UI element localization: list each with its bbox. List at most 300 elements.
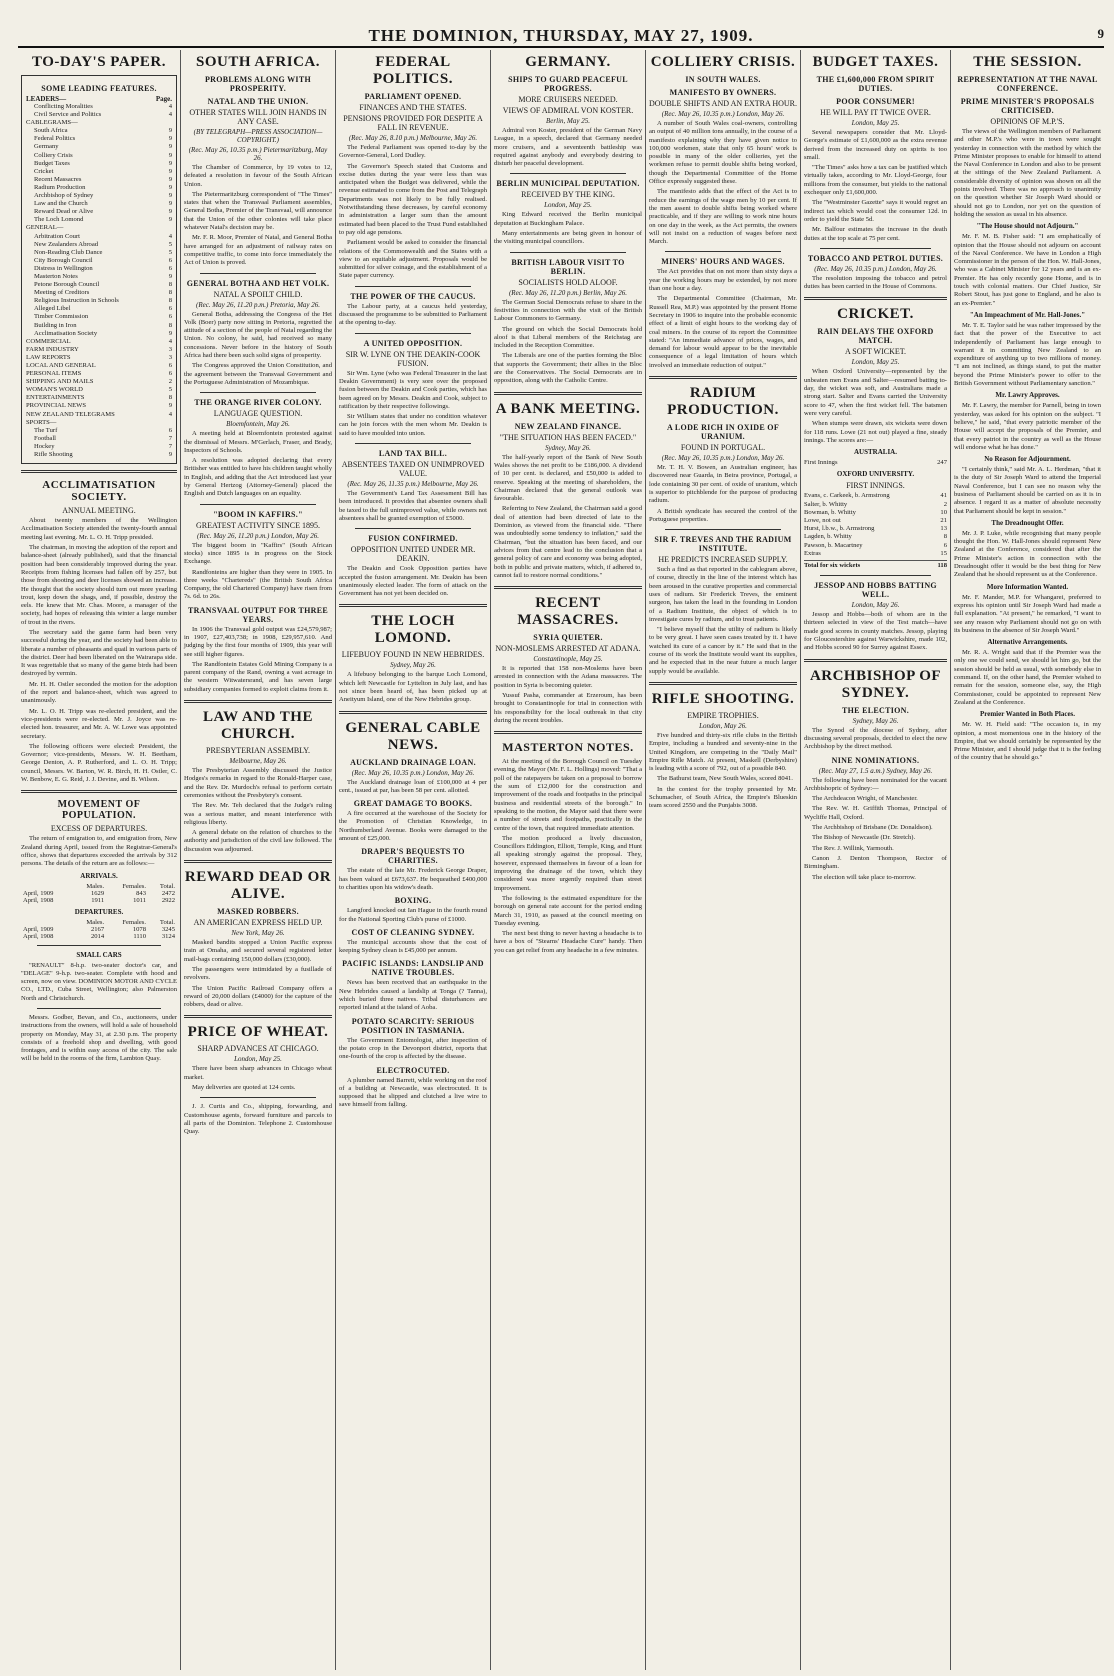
column-header: Females. [122,918,147,926]
paragraph: The passengers were intimidated by a fusillade of revolvers. [184,965,332,982]
paragraph: May deliveries are quoted at 124 cents. [192,1084,296,1091]
presbyterian-heading: PRESBYTERIAN ASSEMBLY. [206,746,310,756]
article-body [494,454,642,580]
opinions-heading: OPINIONS OF M.P.'S. [990,117,1065,126]
paragraph: Mr. R. A. Wright said that if the Premier was the only one we could send, we should let him go, but the session should be held as usual, with somebody else in command. If, on the other hand, the Premier wished to remain for the session, someone else, say, the High Commissioner, could be appointed to represent New Zealand at the Conference. [954,649,1101,706]
proposals-heading: PRIME MINISTER'S PROPOSALS CRITICISED. [960,97,1095,115]
paragraph: The resolution imposing the tobacco and petrol duties has been carried in the House of Commons. [804,274,947,291]
departures-table [21,919,177,940]
contents-item [26,143,172,151]
article-body [184,311,332,388]
pensions-heading: PENSIONS PROVIDED FOR DESPITE A FALL IN REVENUE. [343,114,483,132]
contents-item-label: Recent Massacres [34,175,82,183]
contents-item-label: GENERAL— [26,224,64,232]
dateline: London, May 25. [851,119,900,127]
subhead: Premier Wanted in Both Places. [979,710,1076,719]
contents-item-label: Distress in Wellington [34,264,93,272]
paragraph: King Edward received the Berlin municipal deputation at Buckingham Palace. [494,211,642,227]
lyne-heading: SIR W. LYNE ON THE DEAKIN-COOK FUSION. [345,349,481,368]
books-heading: GREAT DAMAGE TO BOOKS. [353,799,473,809]
paragraph: The Chamber of Commerce, by 19 votes to 12, defeated a resolution in favour of the South African Union. [184,164,332,188]
table-row [21,897,177,904]
contents-item [26,338,172,346]
double-shifts-heading: DOUBLE SHIFTS AND AN EXTRA HOUR. [649,99,798,108]
paragraph: News has been received that an earthquake in the New Hebrides caused a landslip at Tonga (? Tanna), which buried three natives. Tribal disturbances are reported inland at the island of Aoba. [339,979,487,1012]
contents-item-page: 9 [168,151,172,159]
paragraph: The manifesto adds that the effect of the Act is to reduce the earnings of the wage men by 10 per cent. If the men assent to double shifts being worked where practicable, and if they are willing to work nine hours on one day in the week, as the Act permits, the owners will not insist on a reduction of wages before next March. [649,188,797,246]
column-header: Total. [159,918,175,926]
press-credit: (BY TELEGRAPH—PRESS ASSOCIATION—COPYRIGHT.) [193,128,323,144]
scorecard-row [804,517,947,525]
table-cell: 1629 [90,889,105,897]
contents-item-page: 8 [168,281,172,289]
score-value: 41 [940,492,947,500]
score-value: 8 [943,533,947,541]
paragraph: The Presbyterian Assembly discussed the Justice Hodges's remarks in regard to the Ronald-Harper case, and the Rev. Dr. Murdoch's refusal to perform certain ceremonies without the Presbytery's consent. [184,767,332,799]
paragraph: The motion produced a lively discussion, Councillors Eddington, Elliott, Temple, King, and Hunt all speaking strongly against the proposal. They, however, expressed themselves in favour of a loan for improving the drainage of the town, which they considered was more urgently required than street improvement. [494,834,642,892]
reward-heading: REWARD DEAD OR ALIVE. [184,869,332,903]
paragraph: The ground on which the Social Democrats hold aloof is that Liberal members of the Reichstag are included in the Reception Committee. [494,325,642,350]
paragraph: When Oxford University—represented by the unbeaten men Evans and Salter—resumed batting to-day, the wicket was soft, and Australians made a strong start. Salter and Evans carried the University score to 47, when the first wicket fell. The batsmen were very careful. [804,368,947,417]
contents-item-label: SPORTS— [26,418,57,426]
contents-item-label: Football [34,434,56,442]
article-body [339,779,487,796]
contents-title: SOME LEADING FEATURES. [41,84,157,93]
dateline: London, May 25. [851,358,900,367]
ships-heading: SHIPS TO GUARD PEACEFUL PROGRESS. [508,75,628,93]
article-body [494,127,642,168]
paragraph: The following officers were elected: President, the Governor; vice-presidents, Messrs. W. H. Beetham, George Denton, A. P. Rutherford, and L. O. H. Tripp; council, Messrs. W. Barton, W. R. Birch, H. H. Ostler, C. W. Benbow, E. G. Reid, J. J. Devine, and B. Wilson. [21,742,177,784]
south-wales-heading: IN SOUTH WALES. [685,75,761,84]
contents-item [26,241,172,249]
article-body [954,530,1101,580]
contents-item-page: 4 [168,103,172,110]
article-body [494,211,642,246]
contents-item-label: ENTERTAINMENTS [26,394,85,402]
boxing-heading: BOXING. [394,896,432,906]
article-body [184,542,332,602]
paragraph: Randfonteins are higher than they were in 1905. In three weeks "Chartereds" (the British South Africa Company, the old Chartered Company) have risen from 7s. 6d. to 26s. [184,568,332,601]
column-colliery-crisis [645,50,800,1670]
poor-consumer-heading: POOR CONSUMER! [836,97,915,106]
contents-item-page: 9 [168,143,172,151]
budget-heading: BUDGET TAXES. [812,54,939,70]
contents-item [26,152,172,160]
dateline: Constantinople, May 25. [533,655,603,664]
cable-news-heading: GENERAL CABLE NEWS. [345,719,481,753]
contents-item-label: Budget Taxes [34,159,70,167]
contents-item [26,176,172,184]
contents-item-label: Federal Politics [34,135,76,143]
article-body [954,322,1101,388]
paragraph: Five hundred and thirty-six rifle clubs in the British Empire, including a hundred and seventy-nine in the United Kingdom, are competing in the "Daily Mail" Empire Rifle Match. At present, Maskell (Derbyshire) is leading with a score of 792, out of a possible 840. [649,731,797,773]
dateline: Berlin, May 25. [546,117,590,125]
contents-item-page: 8 [168,289,172,297]
contents-item [26,265,172,273]
session-heading: THE SESSION. [973,54,1082,70]
absentees-heading: ABSENTEES TAXED ON UNIMPROVED VALUE. [341,460,485,479]
contents-item-label: Archbishop of Sydney [34,192,94,200]
dateline: Bloemfontein, May 26. [226,420,290,429]
contents-item-page: 9 [168,192,172,200]
contents-item [26,119,172,127]
dateline: (Rec. May 26, 10.35 p.m.) Pietermaritzburg, May 26. [188,146,328,162]
article-body [649,732,797,811]
contents-item-page: 8 [168,394,172,402]
scorecard-row [804,509,947,517]
contents-item-label: Reward Dead or Alive [34,208,94,216]
article-body [494,758,642,955]
radium-heading: RADIUM PRODUCTION. [667,385,779,419]
paragraph: Mr. F. R. Moor, Premier of Natal, and General Botha have arranged for an adjustment of railway rates on competitive traffic, to come into force immediately the Act of Union is proved. [184,234,332,267]
article-body [804,611,947,652]
article-body [954,466,1101,516]
contents-item [26,451,172,459]
contents-leaders-label: LEADERS— [26,95,67,103]
kaffirs-heading: "BOOM IN KAFFIRS." [213,509,303,519]
supply-heading: HE PREDICTS INCREASED SUPPLY. [658,555,788,565]
contents-list [26,103,172,459]
article-body [184,939,332,1009]
manifesto-heading: MANIFESTO BY OWNERS. [669,88,777,97]
uranium-heading: A LODE RICH IN OXIDE OF URANIUM. [666,423,780,442]
contents-item [26,394,172,402]
score-value: 247 [937,459,947,467]
dateline: London, May 26. [699,721,747,730]
subhead: No Reason for Adjournment. [984,455,1071,464]
contents-item-label: Masterton Notes [34,272,78,280]
score-label: Lowe, not out [804,516,841,524]
todays-paper-heading: TO-DAY'S PAPER. [32,54,166,70]
table-cell: 1110 [133,932,147,940]
score-label: First Innings [804,459,838,467]
column-germany [490,50,645,1670]
table-header [21,883,177,890]
contents-item-label: Rifle Shooting [34,451,73,459]
contents-item-label: LOCAL AND GENERAL [26,362,96,369]
column-south-africa [180,50,335,1670]
score-label: Bowman, b. Whitty [804,508,856,516]
score-value: 15 [940,549,947,557]
contents-item-label: COMMERCIAL [26,337,71,345]
dateline: Sydney, May 26. [545,443,591,452]
rifle-shooting-heading: RIFLE SHOOTING. [651,690,795,707]
population-subheading: EXCESS OF DEPARTURES. [50,824,148,834]
table-cell: April, 1909 [23,889,54,897]
population-heading: MOVEMENT OF POPULATION. [57,799,141,822]
acclimatisation-article [21,517,177,784]
table-cell: 2014 [90,932,105,940]
contents-item-label: Alleged Libel [34,305,71,313]
contents-item [26,362,172,370]
paragraph: The German Social Democrats refuse to share in the festivities in connection with the visit of the British Labour Commoners to Germany. [494,298,642,323]
score-label: Extras [804,549,821,557]
contents-item [26,111,172,119]
paragraph: Mr. Balfour estimates the increase in the death duties at the top scale at 75 per cent. [804,226,947,242]
paragraph: Mr. T. H. V. Bowen, an Australian engineer, has discovered near Guarda, in Beira province, Portugal, a lode containing 30 per cent. of oxide of uranium, which is superior to pitchblende for the purpose of producing radium. [649,464,797,505]
contents-item-page: 3 [168,353,172,361]
contents-item-label: FARM INDUSTRY [26,345,79,353]
article-body [184,1065,332,1092]
colliery-heading: COLLIERY CRISIS. [650,54,796,70]
paragraph: General Botha, addressing the Congress of the Het Volk (Boer) party now sitting in Pretoria, regretted the attitude of a section of the people of Natal regarding the Union. No colony, he said, had received so many concessions. Never before in the history of South Africa had there been such solid signs of prosperity. [184,310,332,360]
nominations-heading: NINE NOMINATIONS. [831,755,920,765]
subhead: Alternative Arrangements. [987,638,1068,647]
contents-item-label: Law and the Church [34,200,88,208]
article-body [339,1077,487,1110]
united-opposition-heading: A UNITED OPPOSITION. [363,338,463,348]
paragraph: The Act provides that on not more than sixty days a year the working hours may be extended, by not more than one hour a day. [649,268,797,293]
contents-item [26,386,172,394]
labour-visit-heading: BRITISH LABOUR VISIT TO BERLIN. [511,257,625,276]
article-body [339,907,487,924]
shipping-ad: J. J. Curtis and Co., shipping, forwarding, and Customhouse agents, forward furniture and parcels to all parts of the Dominion. Telephone 2. Customhouse Quay. [184,1103,332,1136]
paragraph: Parliament would be asked to consider the financial relations of the Commonwealth and the States with a view to an equitable adjustment. Proposals would be submitted for silver coinage, and the establishment of a State paper currency. [339,239,487,280]
syria-heading: SYRIA QUIETER. [533,633,603,643]
paragraph: The Archbishop of Brisbane (Dr. Donaldson). [812,824,933,832]
contents-item-page: 4 [168,410,172,418]
contents-item [26,281,172,289]
article-body [804,727,947,752]
contents-item [26,419,172,427]
contents-item-page: 5 [168,248,172,256]
paragraph: The Synod of the diocese of Sydney, after discussing several proposals, decided to elect the new Archbishop by the direct method. [804,726,947,751]
paragraph: The Pietermaritzburg correspondent of "The Times" states that when the Transvaal Parliament assembles, General Botha, Premier of the Transvaal, will announce that the Union of the other colonies will take place whatever Natal's decision may be. [184,190,332,232]
australia-label: AUSTRALIA. [854,448,897,457]
paragraph: Mr. H. H. Ostler seconded the motion for the adoption of the report and balance-sheet, which was agreed to unanimously. [21,680,177,705]
dateline: (Rec. May 26, 8.10 p.m.) Melbourne, May 26. [348,134,478,142]
contents-item-page: 4 [168,232,172,240]
table-cell: 2472 [161,889,175,897]
contents-item-label: Petone Borough Council [34,281,100,289]
contents-item [26,435,172,443]
contents-item-page: 4 [168,111,172,119]
score-label: Pawson, b. Macartney [804,541,863,549]
paragraph: Yussuf Pasha, commander at Erzeroum, has been brought to Constantinople for trial in connection with his responsibility for the local outbreak in that city during the recent troubles. [494,691,642,724]
portugal-heading: FOUND IN PORTUGAL. [680,443,766,453]
dateline: (Rec. May 27, 1.5 a.m.) Sydney, May 26. [818,766,933,775]
paragraph: The election will take place to-morrow. [812,873,916,881]
contents-item-page: 9 [168,127,172,135]
column-budget-taxes [800,50,950,1670]
column-header: Total. [159,882,175,890]
language-question-heading: LANGUAGE QUESTION. [213,409,303,419]
contents-item-page: 6 [168,362,172,369]
empire-trophies-heading: EMPIRE TROPHIES. [687,710,759,720]
contents-item [26,184,172,192]
contents-item-label: Colliery Crisis [34,151,73,159]
contents-item-page: 6 [168,370,172,378]
miners-hours-heading: MINERS' HOURS AND WAGES. [661,257,785,267]
contents-item-label: Civil Service and Politics [34,111,102,119]
land-tax-heading: LAND TAX BILL. [378,449,448,459]
contents-item [26,443,172,451]
fusion-heading: FUSION CONFIRMED. [368,534,458,544]
paragraph: Many entertainments are being given in honour of the visiting municipal councillors. [494,230,642,246]
express-held-up-heading: AN AMERICAN EXPRESS HELD UP. [193,918,323,928]
contents-item-page: 9 [168,208,172,216]
article-body [339,979,487,1012]
contents-item-page: 9 [168,159,172,167]
table-row [21,933,177,940]
score-label: Evans, c. Carkeek, b. Armstrong [804,492,890,500]
article-body [339,671,487,704]
small-cars-ad-heading: SMALL CARS [76,950,122,959]
contents-item-label: Conflicting Moralities [34,103,93,110]
table-cell: 2922 [161,896,175,904]
paragraph: At the meeting of the Borough Council on Tuesday evening, the Mayor (Mr. F. L. Hollings) moved: "That a poll of the ratepayers be taken on a proposal to borrow the sum of £12,000 for the construction and improvement of the roads and footpaths in the principal business and residential streets of the borough." In speaking to the motion, the Mayor said that there were a number of streets and footpaths, practically in the centre of the town, that required immediate attention. [494,758,642,832]
article-body [954,128,1101,219]
botha-heading: GENERAL BOTHA AND HET VOLK. [186,278,330,288]
contents-item-page: 9 [168,329,172,337]
scorecard-total [804,560,947,570]
transvaal-output-heading: TRANSVAAL OUTPUT FOR THREE YEARS. [187,605,329,624]
score-value: 13 [940,525,947,533]
scorecard-row [804,550,947,558]
contents-item-page: 3 [168,345,172,353]
paragraph: The Government Entomologist, after inspection of the potato crop in the Devonport district, reports that one-fourth of the crop is affected by the disease. [339,1036,487,1061]
paragraph: The Archdeacon Wright, of Manchester. [812,795,918,803]
scorecard [804,492,947,558]
subhead: Mr. Lawry Approves. [995,391,1060,400]
berlin-deputation-heading: BERLIN MUNICIPAL DEPUTATION. [496,179,640,189]
paragraph: The chairman, in moving the adoption of the report and balance-sheet (already published), said that the financial position had been considerably improved during the year. Receipts from fishing licenses had fallen off by 257, but those from shooting and deer licenses showed an increase. He thought that the society should turn out more yearling trout, keep down the shags, and, if possible, destroy the eels. He knew that Mr. Chas. Moore, a manager of the society, had hopes of releasing this winter a large number of trout in the rivers. [21,544,177,626]
paragraph: The Rev. J. Willink, Yarmouth. [812,844,894,852]
article-body [649,464,797,524]
contents-item-label: Acclimatisation Society [34,329,98,337]
contents-item-page: 9 [168,175,172,183]
contents-item-label: The Turf [34,426,58,434]
paragraph: The Deakin and Cook Opposition parties have accepted the fusion arrangement. Mr. Deakin has been unanimously elected leader. The form of attack on the Government has not yet been decided on. [339,565,487,598]
contents-item-label: Radium Production [34,183,86,191]
auction-notice: Messrs. Godber, Bevan, and Co., auctioneers, under instructions from the owners, will hold a sale of household property on Monday, May 31, at 2.30 p.m. The property consists of a freehold shop and dwelling, with good frontages, and is within easy access of the city. The sale will be held in the rooms of the firm, Lambton Quay. [21,1014,177,1063]
finances-heading: FINANCES AND THE STATES. [359,103,467,112]
contents-item-label: Germany [34,143,59,151]
contents-item-page: 9 [168,216,172,224]
contents-item-label: SHIPPING AND MAILS [26,378,94,386]
dateline: New York, May 26. [231,929,285,938]
paragraph: The Rev. Mr. Teh declared that the Judge's ruling was a serious matter, and meant interference with religious liberty. [184,802,332,826]
tobacco-heading: TOBACCO AND PETROL DUTIES. [807,253,944,263]
contents-item-label: Building in Iron [34,321,77,329]
nz-finance-heading: NEW ZEALAND FINANCE. [514,421,622,431]
article-body [954,649,1101,707]
paragraph: Langford knocked out Ian Hague in the fourth round for the National Sporting Club's purse of £1000. [339,907,487,923]
contents-item-page: 5 [168,240,172,248]
paragraph: Mr. F. M. B. Fisher said: "I am emphatically of opinion that the House should not adjourn on account of the Naval Conference. We have in London a High Commissioner in the person of the Hon. W. Hall-Jones, who was a Cabinet Minister for 12 years and is an ex-Premier. He has only recently gone Home, and is in touch with colonial matters. Our Chief Justice, Sir Robert Stout, has just gone to England, and he also is an ex-Premier." [954,233,1101,307]
masthead [18,26,1104,48]
contents-item [26,354,172,362]
paragraph: A resolution was adopted declaring that every Britisher was entitled to have his children taught wholly in English, and adding that the Act introduced last year by General Hertzog (Attorney-General) placed the English and Dutch languages on an equality. [184,457,332,498]
scorecard-row [804,492,947,500]
contents-item [26,370,172,378]
contents-item [26,427,172,435]
article-body [339,144,487,281]
table-row [21,926,177,933]
contents-item-label: LAW REPORTS [26,353,71,361]
contents-item-label: South Africa [34,127,68,135]
bank-meeting-heading: A BANK MEETING. [495,400,641,417]
contents-item-label: New Zealanders Abroad [34,240,99,248]
election-heading: THE ELECTION. [841,705,910,715]
contents-item [26,224,172,232]
contents-item-page: 6 [168,264,172,272]
south-africa-sub3: OTHER STATES WILL JOIN HANDS IN ANY CASE. [189,108,327,126]
article-body [954,233,1101,308]
score-label: Lagden, b. Whitty [804,533,852,541]
paragraph: A general debate on the relation of churches to the authority and jurisdiction of the civil law followed. The discussion was adjourned. [184,829,332,853]
paragraph: Jessop and Hobbs—both of whom are in the thirteen selected in view of the Test match—have made good scores in county matches. Jessop, playing for Gloucestershire against Warwickshire, made 102, and Hobbs scored 90 for Surrey against Essex. [804,611,947,652]
score-value: 6 [943,541,947,549]
acclimatisation-subheading: ANNUAL MEETING. [62,506,136,516]
paragraph: Mr. J. P. Luke, while recognising that many people thought the Hon. W. Hall-Jones should represent New Zealand at the Conference, considered that after the Prime Minister's action in connection with the Dreadnought offer it would be the best thing for New Zealand that he should represent us at the Conference. [954,529,1101,579]
dateline: London, May 25. [544,201,592,210]
dateline: (Rec. May 26, 10.35 p.m.) London, May 26. [661,454,785,463]
table-cell: 1911 [91,896,105,904]
lifebuoy-heading: LIFEBUOY FOUND IN NEW HEBRIDES. [341,650,485,660]
dateline: (Rec. May 26, 11.20 p.m.) London, May 26. [197,531,319,540]
archbishop-heading: ARCHBISHOP OF SYDNEY. [809,667,942,701]
dateline: (Rec. May 26, 11.20 p.m.) Berlin, May 26. [508,288,628,297]
subhead: More Information Wanted. [986,582,1069,591]
paragraph: The Randfontein Estates Gold Mining Company is a parent company of the Rand, owning a vast acreage in the western Witwatersrand, and has seven large subsidiary companies formed to exploit claims from it. [184,660,332,693]
contents-item [26,216,172,224]
contents-item-page: 9 [168,167,172,175]
dateline: (Rec. May 26, 10.35 p.m.) London, May 26. [661,110,785,118]
orange-river-heading: THE ORANGE RIVER COLONY. [194,398,322,408]
table-header [21,919,177,926]
paragraph: Mr. T. E. Taylor said he was rather impressed by the fact that the power of the Executive to act independently of Parliament has large enough to warrant it in committing New Zealand to an expenditure of anything up to two millions of money. "I am not inclined, as things stand, to put the matter beyond the Prime Minister's power to offer to the British Government without Parliamentary sanction." [954,321,1101,388]
contents-item-page: 8 [168,321,172,329]
article-body [339,939,487,956]
masthead-title: THE DOMINION, THURSDAY, MAY 27, 1909. [368,26,754,45]
paragraph: "The Times" asks how a tax can be justified which virtually takes, according to Mr. Lloyd-George, four millions from the consumer, but yields to the national exchequer only £1,600,000. [804,164,947,197]
contents-item-page: 6 [168,256,172,264]
scorecard-row [804,542,947,550]
cricket-heading: CRICKET. [837,306,914,323]
article-body [649,268,797,370]
contents-item-page: 9 [168,402,172,410]
subhead: "An Impeachment of Mr. Hall-Jones." [969,310,1086,319]
population-text: The return of emigration to, and emigration from, New Zealand during April, issued from the Registrar-General's office, shows that departures exceeded the arrivals by 312 persons. The details of the return are as follows:— [21,835,177,868]
parliament-opened-heading: PARLIAMENT OPENED. [364,92,462,101]
table-cell: 3124 [161,932,175,940]
departures-label: DEPARTURES. [74,907,124,916]
article-body [804,275,947,292]
arrivals-table [21,883,177,904]
contents-item [26,249,172,257]
paragraph: The Labour party, at a caucus held yesterday, discussed the programme to be submitted to Parliament at the opening to-day. [339,302,487,327]
article-body [339,490,487,523]
column-header: Females. [122,882,147,890]
score-value: 10 [940,508,947,516]
potato-heading: POTATO SCARCITY: SERIOUS POSITION IN TASMANIA. [351,1016,475,1035]
dateline: Sydney, May 26. [390,661,436,670]
column-todays-paper [18,50,180,1670]
article-body [494,299,642,386]
article-body [184,767,332,854]
column-header [21,883,73,890]
contents-item [26,322,172,330]
contents-item [26,103,172,111]
paragraph: The next best thing to never having a headache is to have a box of "Stearns' Headache Cure" handy. Then you can get relief from any headache in a few minutes. [494,930,642,954]
table-row [21,890,177,897]
table-cell: 1078 [132,925,147,933]
table-cell: April, 1908 [23,896,54,904]
contents-item [26,168,172,176]
article-body [954,594,1101,635]
massacres-heading: RECENT MASSACRES. [517,595,619,629]
